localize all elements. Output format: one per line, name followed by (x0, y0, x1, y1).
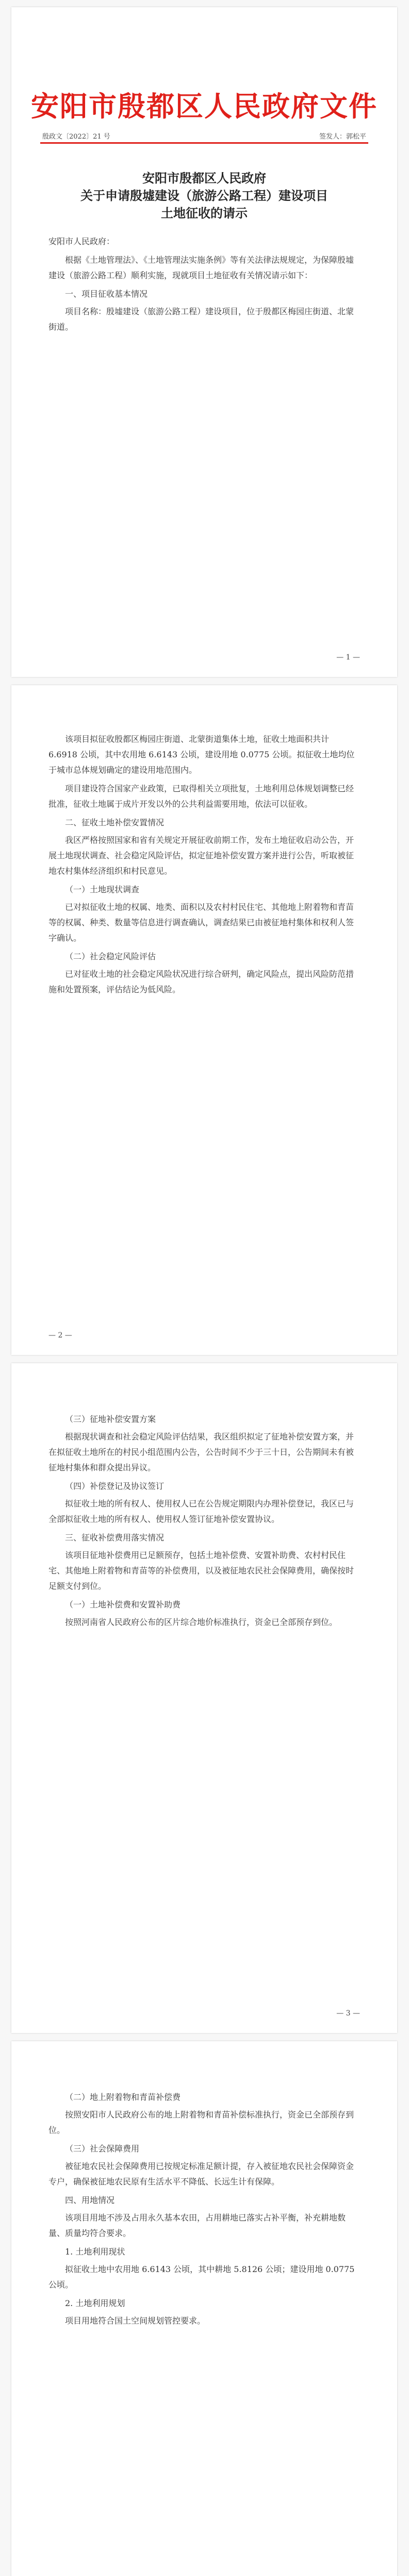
section-heading: （二）社会稳定风险评估 (65, 952, 156, 961)
body-paragraph: 拟征收土地的所有权人、使用权人已在公告规定期限内办理补偿登记，我区已与全部拟征收土地的所有权人、使用权人签订征地补偿安置协议。 (48, 1499, 354, 1524)
document-number: 殷政文〔2022〕21 号 (42, 133, 110, 141)
page-number: — 1 — (336, 653, 360, 662)
section-heading: 1. 土地利用现状 (65, 2247, 125, 2257)
body-paragraph: 拟征收土地中农用地 6.6143 公顷，其中耕地 5.8126 公顷；建设用地 0.0775 公顷。 (48, 2264, 355, 2290)
section-heading: （二）地上附着物和青苗补偿费 (65, 2092, 181, 2102)
body-paragraph: 该项目征地补偿费用已足额预存，包括土地补偿费、安置补助费、农村村民住宅、其他地上附着物和青苗等的补偿费用，以及被征地农民社会保障费用，确保按时足额支付到位。 (48, 1550, 354, 1591)
page-number: — 2 — (48, 1331, 72, 1340)
section-heading: 2. 土地利用规划 (65, 2298, 125, 2308)
body-paragraph: 我区严格按照国家和省有关规定开展征收前期工作，发布土地征收启动公告，开展土地现状调查、社会稳定风险评估，拟定征地补偿安置方案并进行公告，听取被征地农村集体经济组织和村民意见。 (48, 835, 354, 876)
body-paragraph: 该项目用地不涉及占用永久基本农田，占用耕地已落实占补平衡，补充耕地数量、质量均符合要求。 (48, 2213, 346, 2238)
document-title-line-2: 关于申请殷墟建设（旅游公路工程）建设项目 (80, 188, 328, 203)
page-3-body (48, 1410, 360, 1633)
section-heading: （四）补偿登记及协议签订 (65, 1481, 165, 1491)
page-number: — 3 — (336, 2009, 360, 2018)
body-paragraph: 已对征收土地的社会稳定风险状况进行综合研判，确定风险点，提出风险防范措施和处置预案，评估结论为低风险。 (48, 969, 354, 994)
section-heading: （三）征地补偿安置方案 (65, 1414, 156, 1424)
body-paragraph: 该项目拟征收殷都区梅园庄街道、北蒙街道集体土地，征收土地面积共计 6.6918 公顷，其中农用地 6.6143 公顷，建设用地 0.0775 公顷。拟征收土地均位于城市总体规划确定的建设用地范围内。 (48, 734, 355, 775)
page-2-body (48, 732, 360, 1001)
page-4-body (48, 2088, 360, 2332)
red-divider (40, 142, 368, 144)
section-heading: 二、征收土地补偿安置情况 (65, 818, 165, 827)
body-paragraph: 项目用地符合国土空间规划管控要求。 (65, 2316, 206, 2326)
section-heading: （一）土地现状调查 (65, 885, 140, 894)
section-heading: 四、用地情况 (65, 2195, 115, 2205)
body-paragraph: 已对拟征收土地的权属、地类、面积以及农村村民住宅、其他地上附着物和青苗等的权属、种类、数量等信息进行调查确认，调查结果已由被征地村集体和权利人签字确认。 (48, 902, 354, 943)
section-heading: （一）土地补偿费和安置补助费 (65, 1600, 181, 1609)
body-paragraph: 项目建设符合国家产业政策，已取得相关立项批复，土地利用总体规划调整已经批准，征收土地属于成片开发以外的公共利益需要用地，依法可以征收。 (48, 784, 354, 809)
body-paragraph: 根据《土地管理法》、《土地管理法实施条例》等有关法律法规规定，为保障殷墟建设（旅游公路工程）顺利实施，现就项目土地征收有关情况请示如下： (48, 255, 354, 280)
document-title-line-1: 安阳市殷都区人民政府 (142, 171, 266, 185)
body-paragraph: 按照河南省人民政府公布的区片综合地价标准执行，资金已全部预存到位。 (65, 1617, 338, 1627)
section-heading: （三）社会保障费用 (65, 2144, 140, 2154)
document-title-line-3: 土地征收的请示 (161, 206, 248, 221)
section-heading: 一、项目征收基本情况 (65, 289, 148, 299)
section-heading: 三、征收补偿费用落实情况 (65, 1533, 165, 1543)
body-paragraph: 按照安阳市人民政府公布的地上附着物和青苗补偿标准执行，资金已全部预存到位。 (48, 2110, 354, 2135)
page-3 (11, 1363, 397, 2033)
salutation: 安阳市人民政府： (48, 236, 115, 246)
body-paragraph: 根据现状调查和社会稳定风险评估结果，我区组织拟定了征地补偿安置方案，并在拟征收土地所在的村民小组范围内公告，公告时间不少于三十日，公告期间未有被征地村集体和群众提出异议。 (48, 1432, 354, 1472)
page-1-body (48, 234, 360, 338)
page-2 (11, 685, 397, 1355)
document-masthead: 安阳市殷都区人民政府文件 (31, 90, 378, 123)
body-paragraph: 项目名称：殷墟建设（旅游公路工程）建设项目，位于殷都区梅园庄街道、北蒙街道。 (48, 307, 354, 332)
document-signer: 签发人：郭松平 (319, 133, 366, 141)
document-number-line (42, 131, 366, 141)
page-4 (11, 2041, 397, 2576)
page-1 (11, 7, 397, 677)
body-paragraph: 被征地农民社会保障费用已按规定标准足额计提，存入被征地农民社会保障资金专户，确保被征地农民原有生活水平不降低、长远生计有保障。 (48, 2161, 354, 2187)
